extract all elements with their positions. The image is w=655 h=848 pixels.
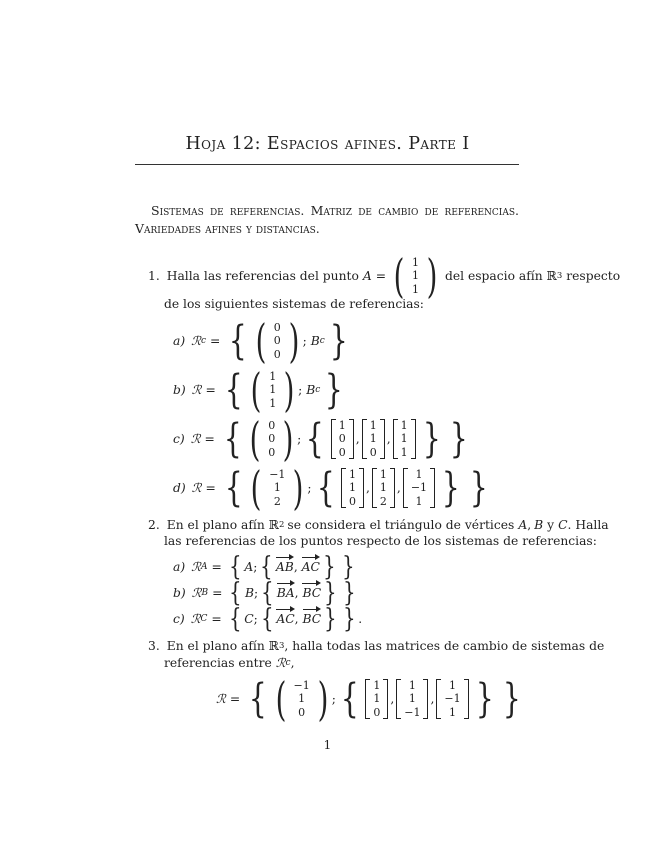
exercise-1c: c) ℛ = { ( 0 0 0 ) ; { 1 0 0 , 1 1 0 , 1 1 1 } } xyxy=(173,412,468,466)
vector-arrow: AC xyxy=(301,560,320,574)
vector-arrow: BC xyxy=(302,612,322,626)
exercise-1-line-2: de los siguientes sistemas de referencias: xyxy=(164,297,424,311)
space-symbol: ℝ xyxy=(546,269,557,283)
exercise-2a: a) ℛ A = { A ; { AB , AC } } xyxy=(173,552,354,582)
exercise-1-text-pre: Halla las referencias del punto xyxy=(166,269,359,283)
vector-arrow: BC xyxy=(302,586,322,600)
exercise-3-line-1: 3. En el plano afín ℝ 3 , halla todas las matrices de cambio de sistemas de xyxy=(148,638,605,653)
vector-arrow: AB xyxy=(275,560,294,574)
exercise-2b: b) ℛ B = { B ; { BA , BC } } xyxy=(173,578,356,608)
exercise-2-line-2: las referencias de los puntos respecto de los sistemas de referencias: xyxy=(164,534,597,548)
exercise-1a: a) ℛ c = { ( 0 0 0 ) ; B c } xyxy=(173,314,348,368)
vector-arrow: BA xyxy=(276,586,295,600)
exercise-1b: b) ℛ = { ( 1 1 1 ) ; B c } xyxy=(173,363,343,417)
exercise-2-line-1: 2. En el plano afín ℝ 2 se considera el triángulo de vértices A , B y C . Halla xyxy=(148,517,609,532)
exercise-1-number: 1. xyxy=(148,269,160,283)
intro-line-1: Sistemas de referencias. Matriz de cambio de referencias. xyxy=(151,203,519,218)
page-title: Hoja 12: Espacios afines. Parte I xyxy=(185,134,470,154)
point-vector: ( 1 1 1 ) xyxy=(393,249,438,303)
point-name: A xyxy=(362,269,372,283)
exercise-3-display: ℛ = { ( −1 1 0 ) ; { 1 1 0 , 1 1 −1 , 1 −1 1 } } xyxy=(216,672,521,726)
page-number: 1 xyxy=(323,738,332,752)
exercise-1-line-1: 1. Halla las referencias del punto A = ( 1 1 1 ) del espacio afín ℝ 3 respecto xyxy=(148,249,621,303)
intro-line-2: Variedades afines y distancias. xyxy=(135,221,320,236)
exercise-2c: c) ℛ C = { C ; { AC , BC } } . xyxy=(173,604,363,634)
exercise-3-line-2: referencias entre ℛ c , xyxy=(164,655,295,670)
exercise-1-text-post: del espacio afín xyxy=(444,269,543,283)
vector-arrow: AC xyxy=(276,612,295,626)
title-rule xyxy=(135,164,519,165)
section-intro xyxy=(135,202,519,238)
exercise-1d: d) ℛ = { ( −1 1 2 ) ; { 1 1 0 , 1 1 2 , 1 −1 1 } } xyxy=(173,461,488,515)
